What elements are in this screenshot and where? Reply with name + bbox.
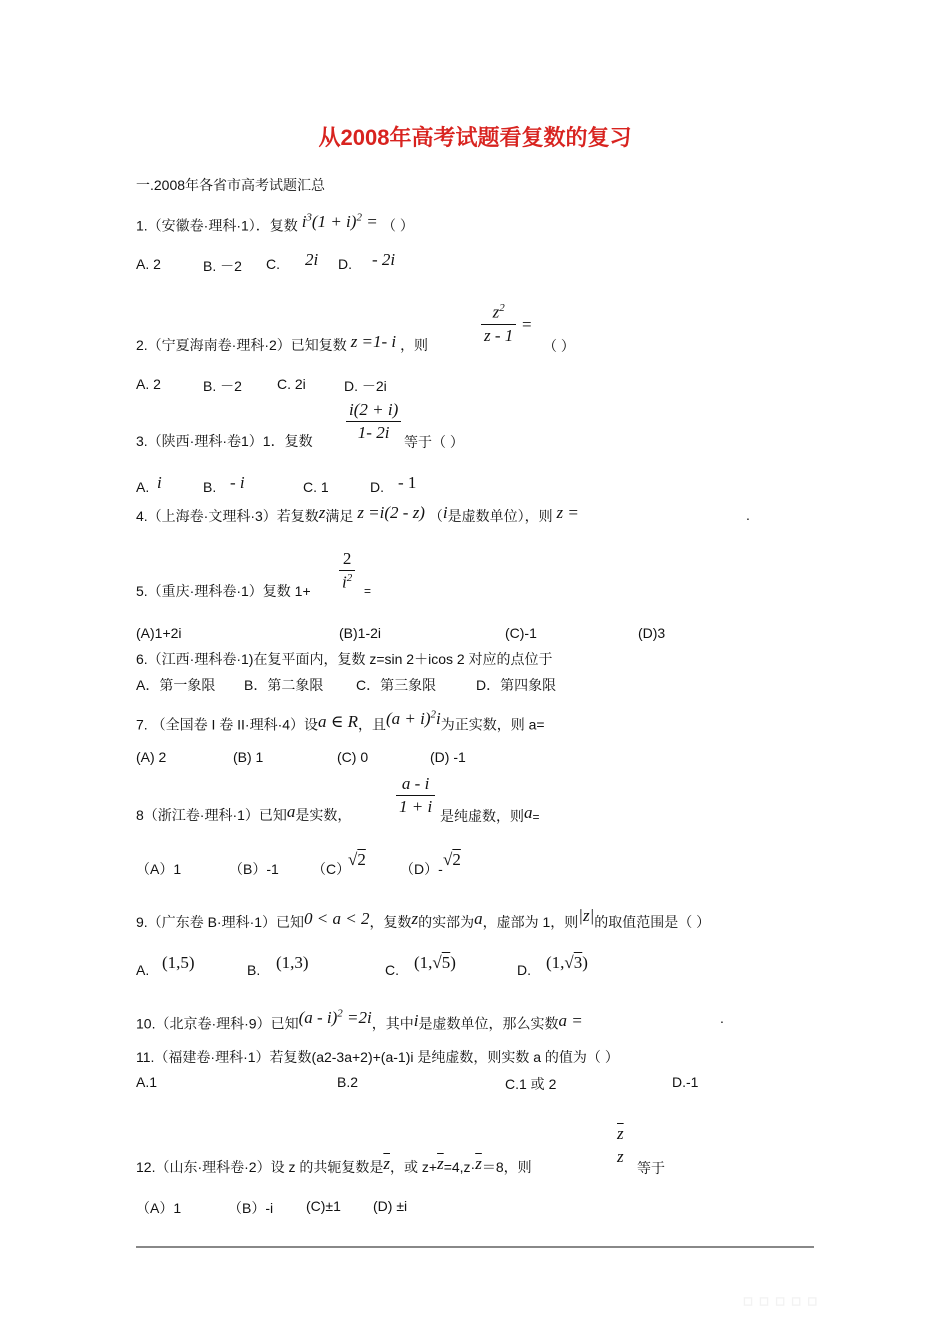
- q3-fraction-bar: [346, 421, 401, 422]
- q5-option-c: (C)-1: [505, 625, 537, 641]
- q11-option-a: A.1: [136, 1074, 158, 1090]
- q12-den: z: [617, 1147, 624, 1166]
- q7-text: 7. （全国卷 I 卷 II·理科·4）设: [136, 716, 319, 733]
- q8-eq: =: [532, 810, 540, 824]
- q2-blank: （ ）: [543, 338, 575, 354]
- q3-fraction: [346, 400, 401, 443]
- q1-exp3: 3: [306, 211, 312, 223]
- q2-then: ，则: [400, 337, 429, 353]
- q5-den-exp: 2: [346, 572, 353, 584]
- q9-d-radicand: 3: [573, 953, 583, 972]
- q2-num-exp: 2: [499, 302, 505, 314]
- q3-option-d-value: - 1: [398, 473, 417, 492]
- q5-fraction: [339, 549, 355, 593]
- q9-absz-z: z: [582, 906, 590, 925]
- q12-mid1: ，或 z+: [389, 1159, 438, 1175]
- q7-exp: 2: [430, 708, 437, 720]
- q10-expr-group: [299, 1008, 372, 1027]
- footer-divider: [136, 1246, 814, 1248]
- question-4: [136, 503, 579, 525]
- q8-den: 1 + i: [399, 797, 433, 816]
- q9-c-radicand: 5: [441, 953, 451, 972]
- q5-option-a: (A)1+2i: [136, 625, 182, 641]
- q3-option-b: B.: [203, 479, 217, 495]
- q9-tail: 的取值范围是（ ）: [594, 914, 711, 930]
- q5-den: i: [342, 572, 347, 592]
- q8-option-b: （B）-1: [229, 861, 279, 877]
- q5-eq: =: [364, 584, 372, 598]
- question-3: [136, 432, 313, 450]
- q7-and: ，且: [357, 716, 386, 733]
- q8-option-c-value: √2: [348, 850, 366, 869]
- q8-num: a - i: [401, 774, 430, 793]
- q9-mid1: ，复数: [369, 914, 412, 930]
- question-11: 11.（福建卷·理科·1）若复数(a2-3a+2)+(a-1)i 是纯虚数，则实数 a 的值为（ ）: [136, 1049, 619, 1065]
- q2-option-b: B. －2: [203, 378, 242, 394]
- q12-text: 12.（山东·理科卷·2）设 z 的共轭复数是: [136, 1159, 384, 1175]
- q7-option-d: (D) -1: [430, 749, 466, 765]
- question-10: [136, 1007, 583, 1033]
- q4-dot: .: [746, 507, 750, 523]
- q1-text: 1.（安徽卷·理科·1）．复数: [136, 217, 298, 234]
- q10-answer-lhs: a =: [558, 1010, 583, 1030]
- q9-z: z: [411, 909, 419, 928]
- q8-fraction-bar: [396, 795, 435, 796]
- q8-text: 8（浙江卷·理科·1）已知: [136, 807, 287, 823]
- q1-base: (1 + i): [311, 211, 357, 231]
- q12-option-b: （B）-i: [228, 1200, 274, 1216]
- q8-a2: a: [524, 803, 533, 822]
- q10-mid: ，其中: [371, 1015, 414, 1032]
- q2-num: z: [492, 302, 500, 322]
- q8-a: a: [286, 802, 296, 821]
- q1-i: i: [301, 211, 307, 231]
- page-title: 从2008年高考试题看复数的复习: [318, 125, 632, 150]
- q1-option-d-value: - 2i: [372, 250, 396, 269]
- question-6: 6.（江西·理科卷·1)在复平面内，复数 z=sin 2＋icos 2 对应的点位于: [136, 651, 553, 667]
- q8-option-d-value: √2: [443, 850, 461, 869]
- question-5: [136, 582, 311, 600]
- q2-fraction-bar: [481, 324, 516, 325]
- q7-i: i: [436, 708, 441, 728]
- q8-pure: [440, 803, 540, 826]
- q9-option-d-value: (1,√3): [546, 953, 588, 972]
- q7-option-b: (B) 1: [233, 749, 264, 765]
- q12-option-c: (C)±1: [306, 1198, 341, 1214]
- q10-mid2: 是虚数单位，那么实数: [418, 1015, 559, 1032]
- q6-option-c: C．第三象限: [356, 677, 437, 693]
- q12-zbar: $\overline{z}$: [383, 1154, 390, 1173]
- q9-option-a: A.: [136, 962, 150, 978]
- q3-option-a: A.: [136, 479, 150, 495]
- watermark-logo: ▫▫▫▫▫: [742, 1282, 823, 1320]
- question-12: [136, 1154, 532, 1176]
- q12-tail: 等于: [637, 1160, 665, 1176]
- q8-real: 是实数，: [295, 807, 352, 823]
- q9-option-b-value: (1,3): [276, 953, 309, 972]
- q12-fraction-gap: [614, 1145, 627, 1146]
- question-8: [136, 802, 352, 824]
- q9-c-post: ): [450, 953, 456, 972]
- q8-pure-text: 是纯虚数，则: [440, 808, 524, 824]
- q12-zbar-2: $\overline{z}$: [437, 1154, 444, 1173]
- q3-option-d: D.: [370, 479, 384, 495]
- q3-num: i(2 + i): [349, 400, 399, 419]
- q1-exp2: 2: [356, 211, 362, 223]
- q7-option-c: (C) 0: [337, 749, 369, 765]
- q1-blank: （ ）: [381, 217, 414, 234]
- q9-a: a: [474, 909, 483, 928]
- q6-option-a: A．第一象限: [136, 677, 216, 693]
- q5-option-d: (D)3: [638, 625, 666, 641]
- q9-option-b: B.: [247, 962, 261, 978]
- q3-den: 1- 2i: [357, 423, 390, 442]
- q12-zbar-3: $\overline{z}$: [475, 1154, 482, 1173]
- q9-mid3: ，虚部为 1，则: [482, 914, 579, 930]
- q2-text: 2.（宁夏海南卷·理科·2）已知复数: [136, 337, 347, 353]
- q9-absz: |z|: [578, 906, 595, 925]
- q9-cond: 0 < a < 2: [304, 909, 370, 928]
- q1-option-b: B. －2: [203, 258, 242, 274]
- question-2: [136, 332, 429, 354]
- q11-option-b: B.2: [337, 1074, 359, 1090]
- question-9: [136, 906, 711, 931]
- q10-exp: 2: [337, 1007, 343, 1019]
- q8-option-a: （A）1: [136, 861, 182, 877]
- q4-expr: z =i(2 - z): [357, 503, 425, 522]
- q8-option-c: （C）: [312, 861, 351, 877]
- q6-option-b: B．第二象限: [244, 677, 324, 693]
- q9-d-post: ): [582, 953, 588, 972]
- q1-option-d: D.: [338, 256, 352, 272]
- q6-option-d: D．第四象限: [476, 677, 557, 693]
- q3-option-c: C. 1: [303, 479, 329, 495]
- question-1: [136, 212, 414, 235]
- q4-answer-lhs: z =: [556, 503, 579, 522]
- q4-paren: （: [428, 508, 443, 524]
- q12-option-a: （A）1: [136, 1200, 182, 1216]
- q8-c-radicand: 2: [357, 850, 366, 869]
- q3-tail: 等于（ ）: [404, 434, 464, 450]
- q9-mid2: 的实部为: [418, 914, 475, 930]
- section-heading: 一.2008年各省市高考试题汇总: [136, 177, 326, 193]
- q2-den: z - 1: [484, 325, 514, 345]
- q12-mid2: =4,z·: [443, 1159, 476, 1175]
- q9-text: 9.（广东卷 B·理科·1）已知: [136, 914, 305, 930]
- q11-option-d: D.-1: [672, 1074, 699, 1090]
- q2-fraction: [481, 302, 516, 346]
- q5-fraction-bar: [339, 570, 355, 571]
- q10-rhs: =2i: [347, 1007, 372, 1027]
- q5-text: 5.（重庆·理科卷·1）复数 1+: [136, 583, 311, 599]
- q7-cond: a ∈ R: [318, 711, 358, 731]
- q4-z: z: [318, 503, 326, 522]
- q9-c-pre: (1,: [414, 953, 433, 972]
- q3-option-a-value: i: [157, 473, 162, 492]
- q2-option-a: A. 2: [136, 376, 161, 392]
- q1-option-a: A. 2: [136, 256, 161, 272]
- q10-text: 10.（北京卷·理科·9）已知: [136, 1015, 299, 1032]
- q4-text: 4.（上海卷·文理科·3）若复数: [136, 508, 319, 524]
- q12-fraction: [614, 1124, 627, 1167]
- q5-num: 2: [342, 549, 352, 568]
- q10-expr: (a - i): [298, 1007, 338, 1027]
- q1-option-c-value: 2i: [305, 250, 319, 269]
- q7-tail: 为正实数，则 a=: [440, 716, 545, 733]
- q7-expr: (a + i): [385, 708, 431, 728]
- q10-dot: .: [720, 1010, 724, 1026]
- q9-option-d: D.: [517, 962, 531, 978]
- q4-i: i: [442, 503, 448, 522]
- q11-option-c: C.1 或 2: [505, 1076, 557, 1092]
- q2-eq: =: [522, 315, 532, 334]
- q4-unit: 是虚数单位），则: [447, 508, 553, 524]
- q3-option-b-value: - i: [230, 473, 245, 492]
- q5-option-b: (B)1-2i: [339, 625, 382, 641]
- q12-option-d: (D) ±i: [373, 1198, 408, 1214]
- q1-expr: [302, 212, 382, 231]
- q9-option-c: C.: [385, 962, 399, 978]
- q2-expr: z =1- i: [350, 332, 397, 351]
- q12-mid3: ＝8，则: [481, 1159, 532, 1175]
- q2-option-d: D. －2i: [344, 378, 387, 394]
- question-7: [136, 708, 545, 734]
- q12-num: $\overline{z}$: [617, 1124, 624, 1143]
- q3-text: 3.（陕西·理科·卷1）1．复数: [136, 433, 313, 449]
- q9-option-a-value: (1,5): [162, 953, 195, 972]
- q2-option-c: C. 2i: [277, 376, 306, 392]
- q8-d-radicand: 2: [452, 850, 461, 869]
- q7-option-a: (A) 2: [136, 749, 167, 765]
- q9-d-pre: (1,: [546, 953, 565, 972]
- q4-satisfies: 满足: [325, 508, 354, 524]
- q8-fraction: [396, 774, 435, 817]
- q7-expr-group: [386, 709, 441, 728]
- q1-eq: =: [366, 211, 378, 231]
- q9-option-c-value: (1,√5): [414, 953, 456, 972]
- q8-option-d: （D）-: [400, 861, 443, 877]
- q10-i: i: [413, 1010, 419, 1030]
- q1-option-c: C.: [266, 256, 280, 272]
